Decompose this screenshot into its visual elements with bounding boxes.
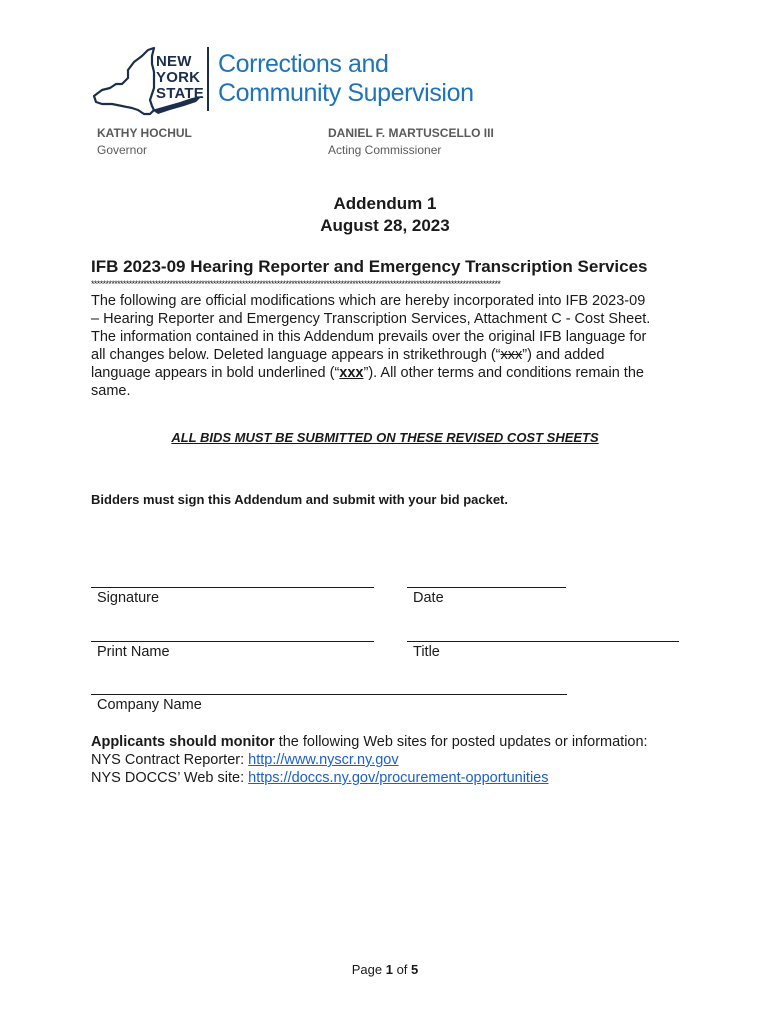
total-pages: 5 <box>411 962 419 977</box>
governor-title: Governor <box>97 143 148 157</box>
date-line[interactable] <box>407 587 566 588</box>
bold-underline-example: xxx <box>339 365 364 381</box>
strikethrough-example: xxx <box>500 347 523 363</box>
intro-text: language appears in bold underlined (“ <box>91 365 340 381</box>
logo-word-york: YORK <box>156 69 201 86</box>
current-page: 1 <box>385 962 393 977</box>
page-number <box>0 962 770 977</box>
commissioner-title: Acting Commissioner <box>328 143 442 157</box>
monitor-lead-line <box>91 733 648 751</box>
monitor-lead-bold: Applicants should monitor <box>91 734 275 750</box>
company-name-label: Company Name <box>97 697 202 713</box>
asterisk-separator: ********************************************************************************************************************************************* <box>91 280 501 289</box>
intro-line: The following are official modifications which are hereby incorporated into IFB 2023-09 <box>91 293 646 309</box>
logo-word-new: NEW <box>156 53 192 70</box>
signature-label: Signature <box>97 590 160 606</box>
agency-name-line-1: Corrections and <box>218 50 389 78</box>
title-label: Title <box>413 644 440 660</box>
intro-text: ”) and added <box>522 347 605 363</box>
commissioner-name: DANIEL F. MARTUSCELLO III <box>328 126 494 140</box>
intro-line: same. <box>91 383 131 399</box>
intro-paragraph <box>91 292 691 400</box>
ifb-title: IFB 2023-09 Hearing Reporter and Emergency Transcription Services <box>91 257 648 276</box>
page-word: Page <box>351 962 386 977</box>
monitor-info <box>91 733 648 787</box>
doccs-procurement-link[interactable]: https://doccs.ny.gov/procurement-opportunities <box>248 770 549 786</box>
contract-reporter-label: NYS Contract Reporter: <box>91 752 249 768</box>
print-name-label: Print Name <box>97 644 170 660</box>
title-line[interactable] <box>407 641 679 642</box>
company-name-line[interactable] <box>91 694 567 695</box>
doccs-site-label: NYS DOCCS’ Web site: <box>91 770 249 786</box>
contract-reporter-link[interactable]: http://www.nyscr.ny.gov <box>248 752 399 768</box>
intro-line: – Hearing Reporter and Emergency Transcription Services, Attachment C - Cost Sheet. <box>91 311 651 327</box>
intro-text: ”). All other terms and conditions remain the <box>363 365 644 381</box>
intro-line <box>91 346 691 364</box>
governor-name: KATHY HOCHUL <box>97 126 192 140</box>
logo-word-state: STATE <box>156 85 204 102</box>
addendum-title: Addendum 1 <box>333 194 437 213</box>
addendum-date: August 28, 2023 <box>320 216 450 235</box>
print-name-line[interactable] <box>91 641 374 642</box>
doccs-site-line <box>91 769 648 787</box>
of-word: of <box>392 962 412 977</box>
agency-name-line-2: Community Supervision <box>218 79 474 107</box>
intro-text: all changes below. Deleted language appears in strikethrough (“ <box>91 347 501 363</box>
intro-line: The information contained in this Addendum prevails over the original IFB language for <box>91 329 647 345</box>
cost-sheet-notice: ALL BIDS MUST BE SUBMITTED ON THESE REVISED COST SHEETS <box>171 430 599 445</box>
contract-reporter-line <box>91 751 648 769</box>
intro-line <box>91 364 691 382</box>
sign-instruction: Bidders must sign this Addendum and submit with your bid packet. <box>91 492 508 507</box>
logo-divider <box>207 47 209 111</box>
monitor-lead-rest: the following Web sites for posted updates or information: <box>274 734 648 750</box>
date-label: Date <box>413 590 444 606</box>
signature-line[interactable] <box>91 587 374 588</box>
